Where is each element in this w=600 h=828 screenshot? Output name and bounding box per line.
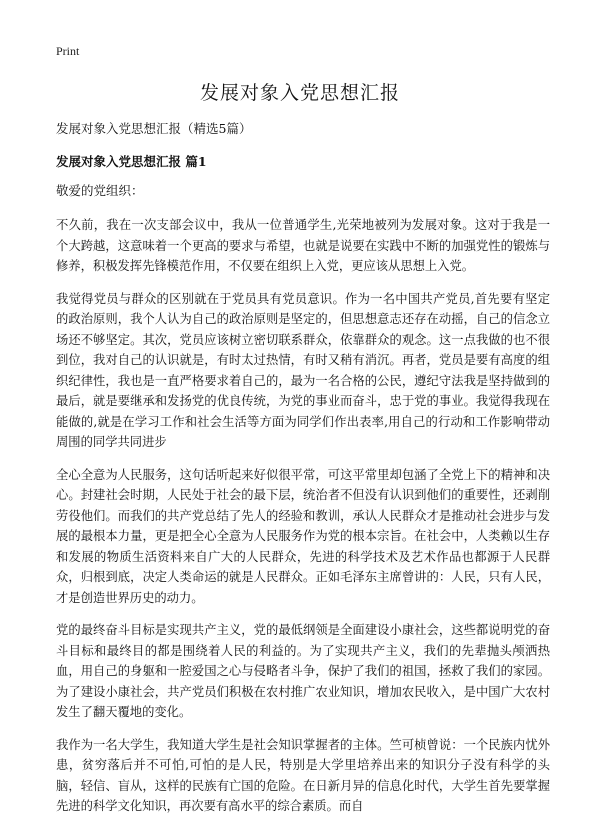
greeting: 敬爱的党组织：	[56, 183, 144, 198]
print-link[interactable]: Print	[56, 44, 80, 58]
paragraph: 党的最终奋斗目标是实现共产主义，党的最低纲领是全面建设小康社会，这些都说明党的奋斗目标和最终目的都是围绕着人民的利益的。为了实现共产主义，我们的先辈抛头颅洒热血，用自己的身躯和一腔爱国之心与侵略者斗争，保护了我们的祖国，拯救了我们的家园。为了建设小康社会，共产党员们积极在农村推广农业知识，增加农民收入，是中国广大农村发生了翻天覆地的变化。	[56, 623, 550, 719]
paragraph: 我作为一名大学生，我知道大学生是社会知识掌握者的主体。竺可桢曾说：一个民族内忧外患，贫穷落后并不可怕,可怕的是人民，特别是大学里培养出来的知识分子没有科学的头脑，轻信、盲从，这样的民族有亡国的危险。在日新月异的信息化时代，大学生首先要掌握先进的科学文化知识，再次要有高水平的综合素质。而自	[56, 737, 550, 813]
section-heading: 发展对象入党思想汇报 篇1	[56, 154, 207, 169]
paragraph: 不久前，我在一次支部会议中，我从一位普通学生,光荣地被列为发展对象。这对于我是一个大跨越，这意味着一个更高的要求与希望，也就是说要在实践中不断的加强党性的锻炼与修养，积极发挥先锋模范作用，不仅要在组织上入党，更应该从思想上入党。	[56, 218, 550, 273]
paragraph: 我觉得党员与群众的区别就在于党员具有党员意识。作为一名中国共产党员,首先要有坚定的政治原则，我个人认为自己的政治原则是坚定的，但思想意志还存在动摇，自己的信念立场还不够坚定。其次，党员应该树立密切联系群众，依靠群众的观念。这一点我做的也不很到位，我对自己的认识就是，有时太过热情，有时又稍有消沉。再者，党员是要有高度的组织纪律性，我也是一直严格要求着自己的，最为一名合格的公民，遵纪守法我是坚持做到的最后，就是要继承和发扬党的优良传统，为党的事业而奋斗，忠于党的事业。我觉得我现在能做的,就是在学习工作和社会生活等方面为同学们作出表率,用自己的行动和工作影响带动周围的同学共同进步	[56, 291, 550, 449]
paragraph: 全心全意为人民服务，这句话听起来好似很平常，可这平常里却包涵了全党上下的精神和决心。封建社会时期，人民处于社会的最下层，统治者不但没有认识到他们的重要性，还剥削劳役他们。而我们的共产党总结了先人的经验和教训，承认人民群众才是推动社会进步与发展的最根本力量，更是把全心全意为人民服务作为党的根本宗旨。在社会中，人类赖以生存和发展的物质生活资料来自广大的人民群众，先进的科学技术及艺术作品也都源于人民群众，归根到底，决定人类命运的就是人民群众。正如毛泽东主席曾讲的：人民，只有人民，才是创造世界历史的动力。	[56, 467, 550, 605]
document-subtitle: 发展对象入党思想汇报（精选5篇）	[56, 121, 252, 136]
document-body	[56, 119, 550, 828]
page-title: 发展对象入党思想汇报	[199, 82, 400, 104]
